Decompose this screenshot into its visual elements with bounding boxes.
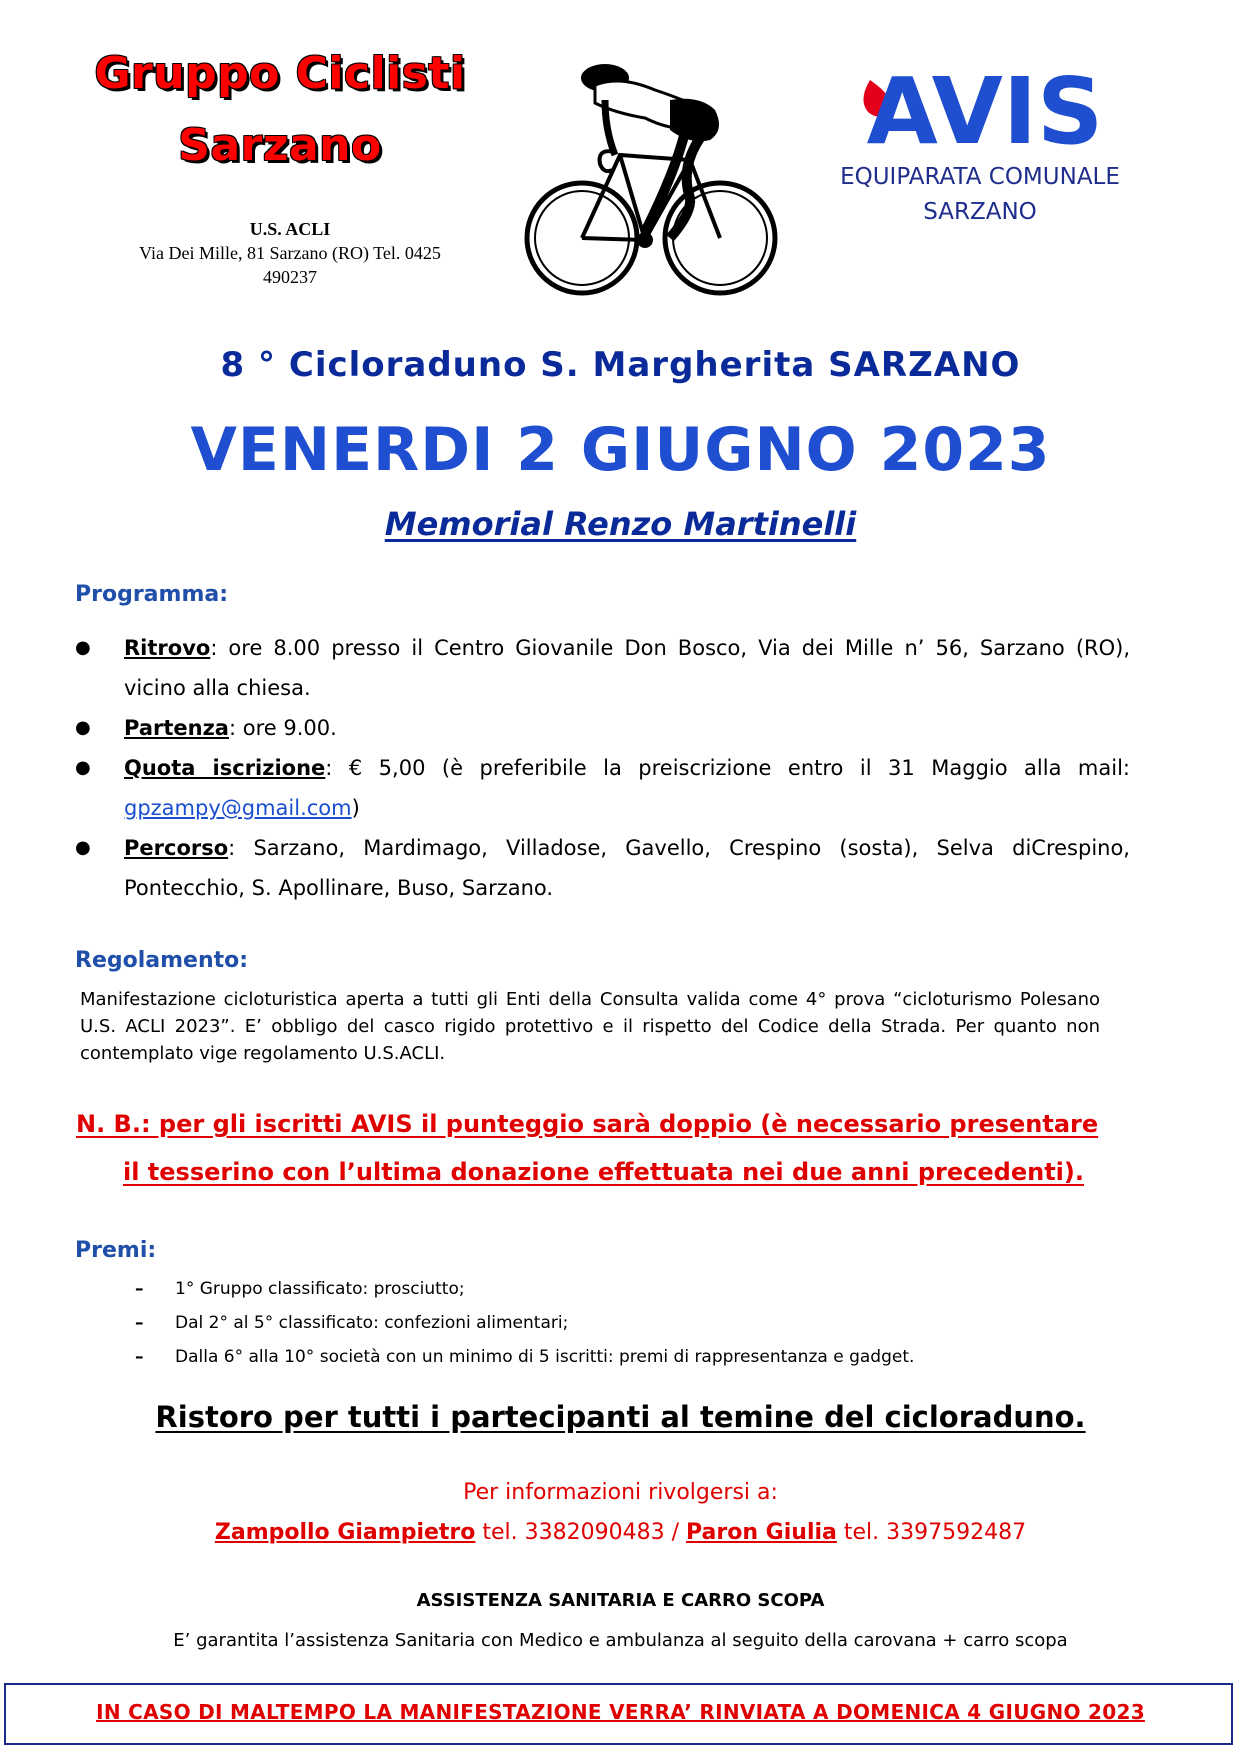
item-text: : ore 9.00. xyxy=(228,716,337,740)
list-item: ● Ritrovo: ore 8.00 presso il Centro Giovanile Don Bosco, Via dei Mille n’ 56, Sarzano (RO), vicino alla chiesa. xyxy=(75,636,1130,700)
event-title: 8 ° Cicloraduno S. Margherita SARZANO xyxy=(220,345,1021,385)
avis-logo-icon xyxy=(855,65,1115,150)
email-link[interactable]: gpzampy@gmail.com xyxy=(124,796,352,820)
contact-tel: tel. 3382090483 / xyxy=(475,1520,687,1545)
event-date: VENERDI 2 GIUGNO 2023 xyxy=(190,415,1051,485)
contacts-line xyxy=(0,1520,1241,1545)
memorial-text: Memorial Renzo Martinelli xyxy=(384,505,857,543)
premi-heading: Premi: xyxy=(75,1238,157,1263)
item-key: Quota iscrizione xyxy=(124,756,326,780)
info-intro: Per informazioni rivolgersi a: xyxy=(463,1480,778,1505)
list-item: – Dalla 6° alla 10° società con un minimo di 5 iscritti: premi di rappresentanza e gadget. xyxy=(135,1347,915,1367)
ristoro-text: Ristoro per tutti i partecipanti al temine del cicloraduno. xyxy=(155,1400,1086,1434)
regolamento-heading: Regolamento: xyxy=(75,948,249,973)
list-item: – 1° Gruppo classificato: prosciutto; xyxy=(135,1279,465,1299)
club-name-line1: Gruppo Ciclisti xyxy=(94,48,466,99)
avis-subtitle-line2: SARZANO xyxy=(923,199,1037,225)
item-text: : € 5,00 (è preferibile la preiscrizione entro il 31 Maggio alla mail: xyxy=(325,756,1130,780)
prize-text: Dalla 6° alla 10° società con un minimo di 5 iscritti: premi di rappresentanza e gadget. xyxy=(175,1347,915,1367)
acli-address-line2: 490237 xyxy=(263,267,317,287)
contact-name: Zampollo Giampietro xyxy=(214,1520,476,1545)
club-name-line2: Sarzano xyxy=(178,120,382,171)
prize-text: 1° Gruppo classificato: prosciutto; xyxy=(175,1279,465,1299)
item-text: : Sarzano, Mardimago, Villadose, Gavello, Crespino (sosta), Selva diCrespino, Pontecchio, S. Apollinare, Buso, Sarzano. xyxy=(124,836,1130,900)
programma-heading: Programma: xyxy=(75,582,229,607)
assistenza-text: E’ garantita l’assistenza Sanitaria con Medico e ambulanza al seguito della carovana + carro scopa xyxy=(173,1630,1068,1651)
avis-logo-text: AVIS xyxy=(866,65,1104,150)
item-key: Percorso xyxy=(124,836,229,860)
cyclist-icon xyxy=(520,60,780,305)
avis-subtitle-line1: EQUIPARATA COMUNALE xyxy=(840,164,1120,190)
programma-list xyxy=(70,628,1130,908)
prize-text: Dal 2° al 5° classificato: confezioni alimentari; xyxy=(175,1313,569,1333)
acli-title: U.S. ACLI xyxy=(249,219,331,239)
memorial-title xyxy=(0,505,1241,543)
list-item: ● Partenza: ore 9.00. xyxy=(75,716,337,740)
list-item: – Dal 2° al 5° classificato: confezioni alimentari; xyxy=(135,1313,569,1333)
item-key: Ritrovo xyxy=(124,636,211,660)
list-item: ● Quota iscrizione: € 5,00 (è preferibile la preiscrizione entro il 31 Maggio alla mail: gpzampy@gmail.com) xyxy=(75,756,1130,820)
contact-tel: tel. 3397592487 xyxy=(836,1520,1027,1545)
assistenza-heading: ASSISTENZA SANITARIA E CARRO SCOPA xyxy=(416,1590,825,1611)
ristoro-note xyxy=(0,1400,1241,1434)
item-text-after: ) xyxy=(351,796,360,820)
nb-line2: il tesserino con l’ultima donazione effettuata nei due anni precedenti). xyxy=(123,1158,1084,1186)
nb-line1: N. B.: per gli iscritti AVIS il punteggio sarà doppio (è necessario presentare xyxy=(76,1110,1099,1138)
list-item: ● Percorso: Sarzano, Mardimago, Villadose, Gavello, Crespino (sosta), Selva diCrespino, Pontecchio, S. Apollinare, Buso, Sarzano. xyxy=(75,836,1130,900)
regolamento-text: Manifestazione cicloturistica aperta a tutti gli Enti della Consulta valida come 4° prova “cicloturismo Polesano U.S. ACLI 2023”. E’ obbligo del casco rigido protettivo e il rispetto del Codice della Strada. Per quanto non contemplato vige regolamento U.S.ACLI. xyxy=(80,989,1100,1064)
item-key: Partenza xyxy=(124,716,229,740)
contact-name: Paron Giulia xyxy=(686,1520,837,1545)
premi-list xyxy=(130,1272,914,1374)
acli-address-line1: Via Dei Mille, 81 Sarzano (RO) Tel. 0425 xyxy=(139,243,441,263)
item-text: : ore 8.00 presso il Centro Giovanile Don Bosco, Via dei Mille n’ 56, Sarzano (RO), vicino alla chiesa. xyxy=(124,636,1130,700)
maltempo-banner-text: IN CASO DI MALTEMPO LA MANIFESTAZIONE VERRA’ RINVIATA A DOMENICA 4 GIUGNO 2023 xyxy=(96,1700,1145,1724)
